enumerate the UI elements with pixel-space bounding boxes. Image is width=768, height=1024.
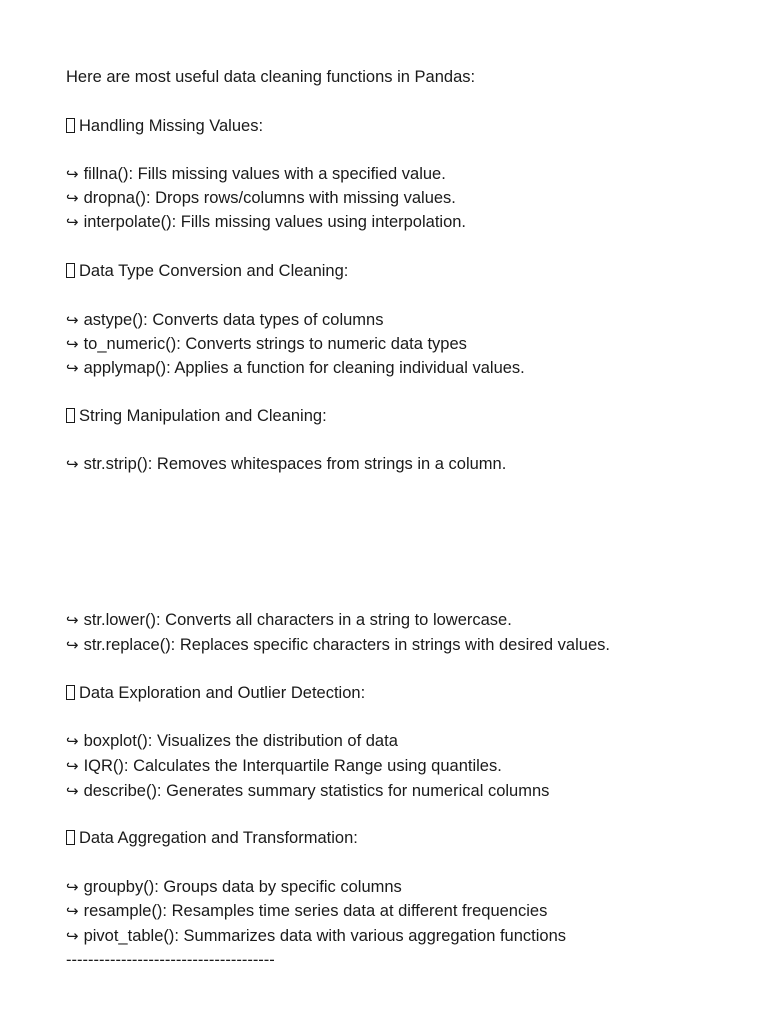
list-item	[66, 635, 610, 655]
list-item-text: dropna(): Drops rows/columns with missing values.	[83, 189, 456, 207]
missing-glyph-icon	[66, 685, 75, 700]
intro-text: Here are most useful data cleaning functions in Pandas:	[66, 68, 476, 86]
list-item	[66, 188, 456, 208]
list-item	[66, 164, 446, 184]
list-item	[66, 334, 467, 354]
return-arrow-icon: ↪	[66, 165, 79, 183]
section-heading	[66, 828, 358, 848]
return-arrow-icon: ↪	[66, 757, 79, 775]
return-arrow-icon: ↪	[66, 213, 79, 231]
list-item-text: pivot_table(): Summarizes data with various aggregation functions	[83, 927, 566, 945]
section-heading-label: Data Aggregation and Transformation:	[79, 829, 358, 847]
list-item	[66, 610, 512, 630]
return-arrow-icon: ↪	[66, 927, 79, 945]
list-item	[66, 781, 549, 801]
list-item	[66, 310, 383, 330]
list-item-text: boxplot(): Visualizes the distribution of data	[83, 732, 398, 750]
missing-glyph-icon	[66, 263, 75, 278]
return-arrow-icon: ↪	[66, 902, 79, 920]
return-arrow-icon: ↪	[66, 611, 79, 629]
list-item-text: interpolate(): Fills missing values using interpolation.	[83, 213, 467, 231]
list-item-text: str.lower(): Converts all characters in a string to lowercase.	[83, 611, 512, 629]
section-heading-label: Data Exploration and Outlier Detection:	[79, 684, 366, 702]
missing-glyph-icon	[66, 408, 75, 423]
list-item	[66, 877, 402, 897]
return-arrow-icon: ↪	[66, 878, 79, 896]
divider-line: --------------------------------------	[66, 951, 275, 969]
return-arrow-icon: ↪	[66, 455, 79, 473]
return-arrow-icon: ↪	[66, 732, 79, 750]
list-item	[66, 212, 466, 232]
section-heading-label: String Manipulation and Cleaning:	[79, 407, 327, 425]
return-arrow-icon: ↪	[66, 311, 79, 329]
list-item	[66, 731, 398, 751]
section-heading	[66, 406, 327, 426]
section-heading-label: Data Type Conversion and Cleaning:	[79, 262, 349, 280]
section-heading	[66, 116, 263, 136]
section-heading	[66, 261, 348, 281]
list-item-text: str.replace(): Replaces specific characters in strings with desired values.	[83, 636, 610, 654]
missing-glyph-icon	[66, 118, 75, 133]
list-item-text: fillna(): Fills missing values with a specified value.	[83, 165, 446, 183]
return-arrow-icon: ↪	[66, 335, 79, 353]
list-item	[66, 901, 547, 921]
list-item-text: describe(): Generates summary statistics for numerical columns	[83, 782, 550, 800]
list-item	[66, 926, 566, 946]
section-heading-label: Handling Missing Values:	[79, 117, 264, 135]
list-item	[66, 358, 525, 378]
list-item	[66, 454, 506, 474]
list-item-text: groupby(): Groups data by specific columns	[83, 878, 402, 896]
list-item-text: str.strip(): Removes whitespaces from strings in a column.	[83, 455, 507, 473]
section-heading	[66, 683, 365, 703]
list-item-text: applymap(): Applies a function for cleaning individual values.	[83, 359, 525, 377]
list-item-text: astype(): Converts data types of columns	[83, 311, 384, 329]
list-item-text: resample(): Resamples time series data at different frequencies	[83, 902, 548, 920]
return-arrow-icon: ↪	[66, 636, 79, 654]
list-item	[66, 756, 502, 776]
return-arrow-icon: ↪	[66, 782, 79, 800]
missing-glyph-icon	[66, 830, 75, 845]
return-arrow-icon: ↪	[66, 189, 79, 207]
list-item-text: to_numeric(): Converts strings to numeric data types	[83, 335, 467, 353]
return-arrow-icon: ↪	[66, 359, 79, 377]
list-item-text: IQR(): Calculates the Interquartile Range using quantiles.	[83, 757, 502, 775]
